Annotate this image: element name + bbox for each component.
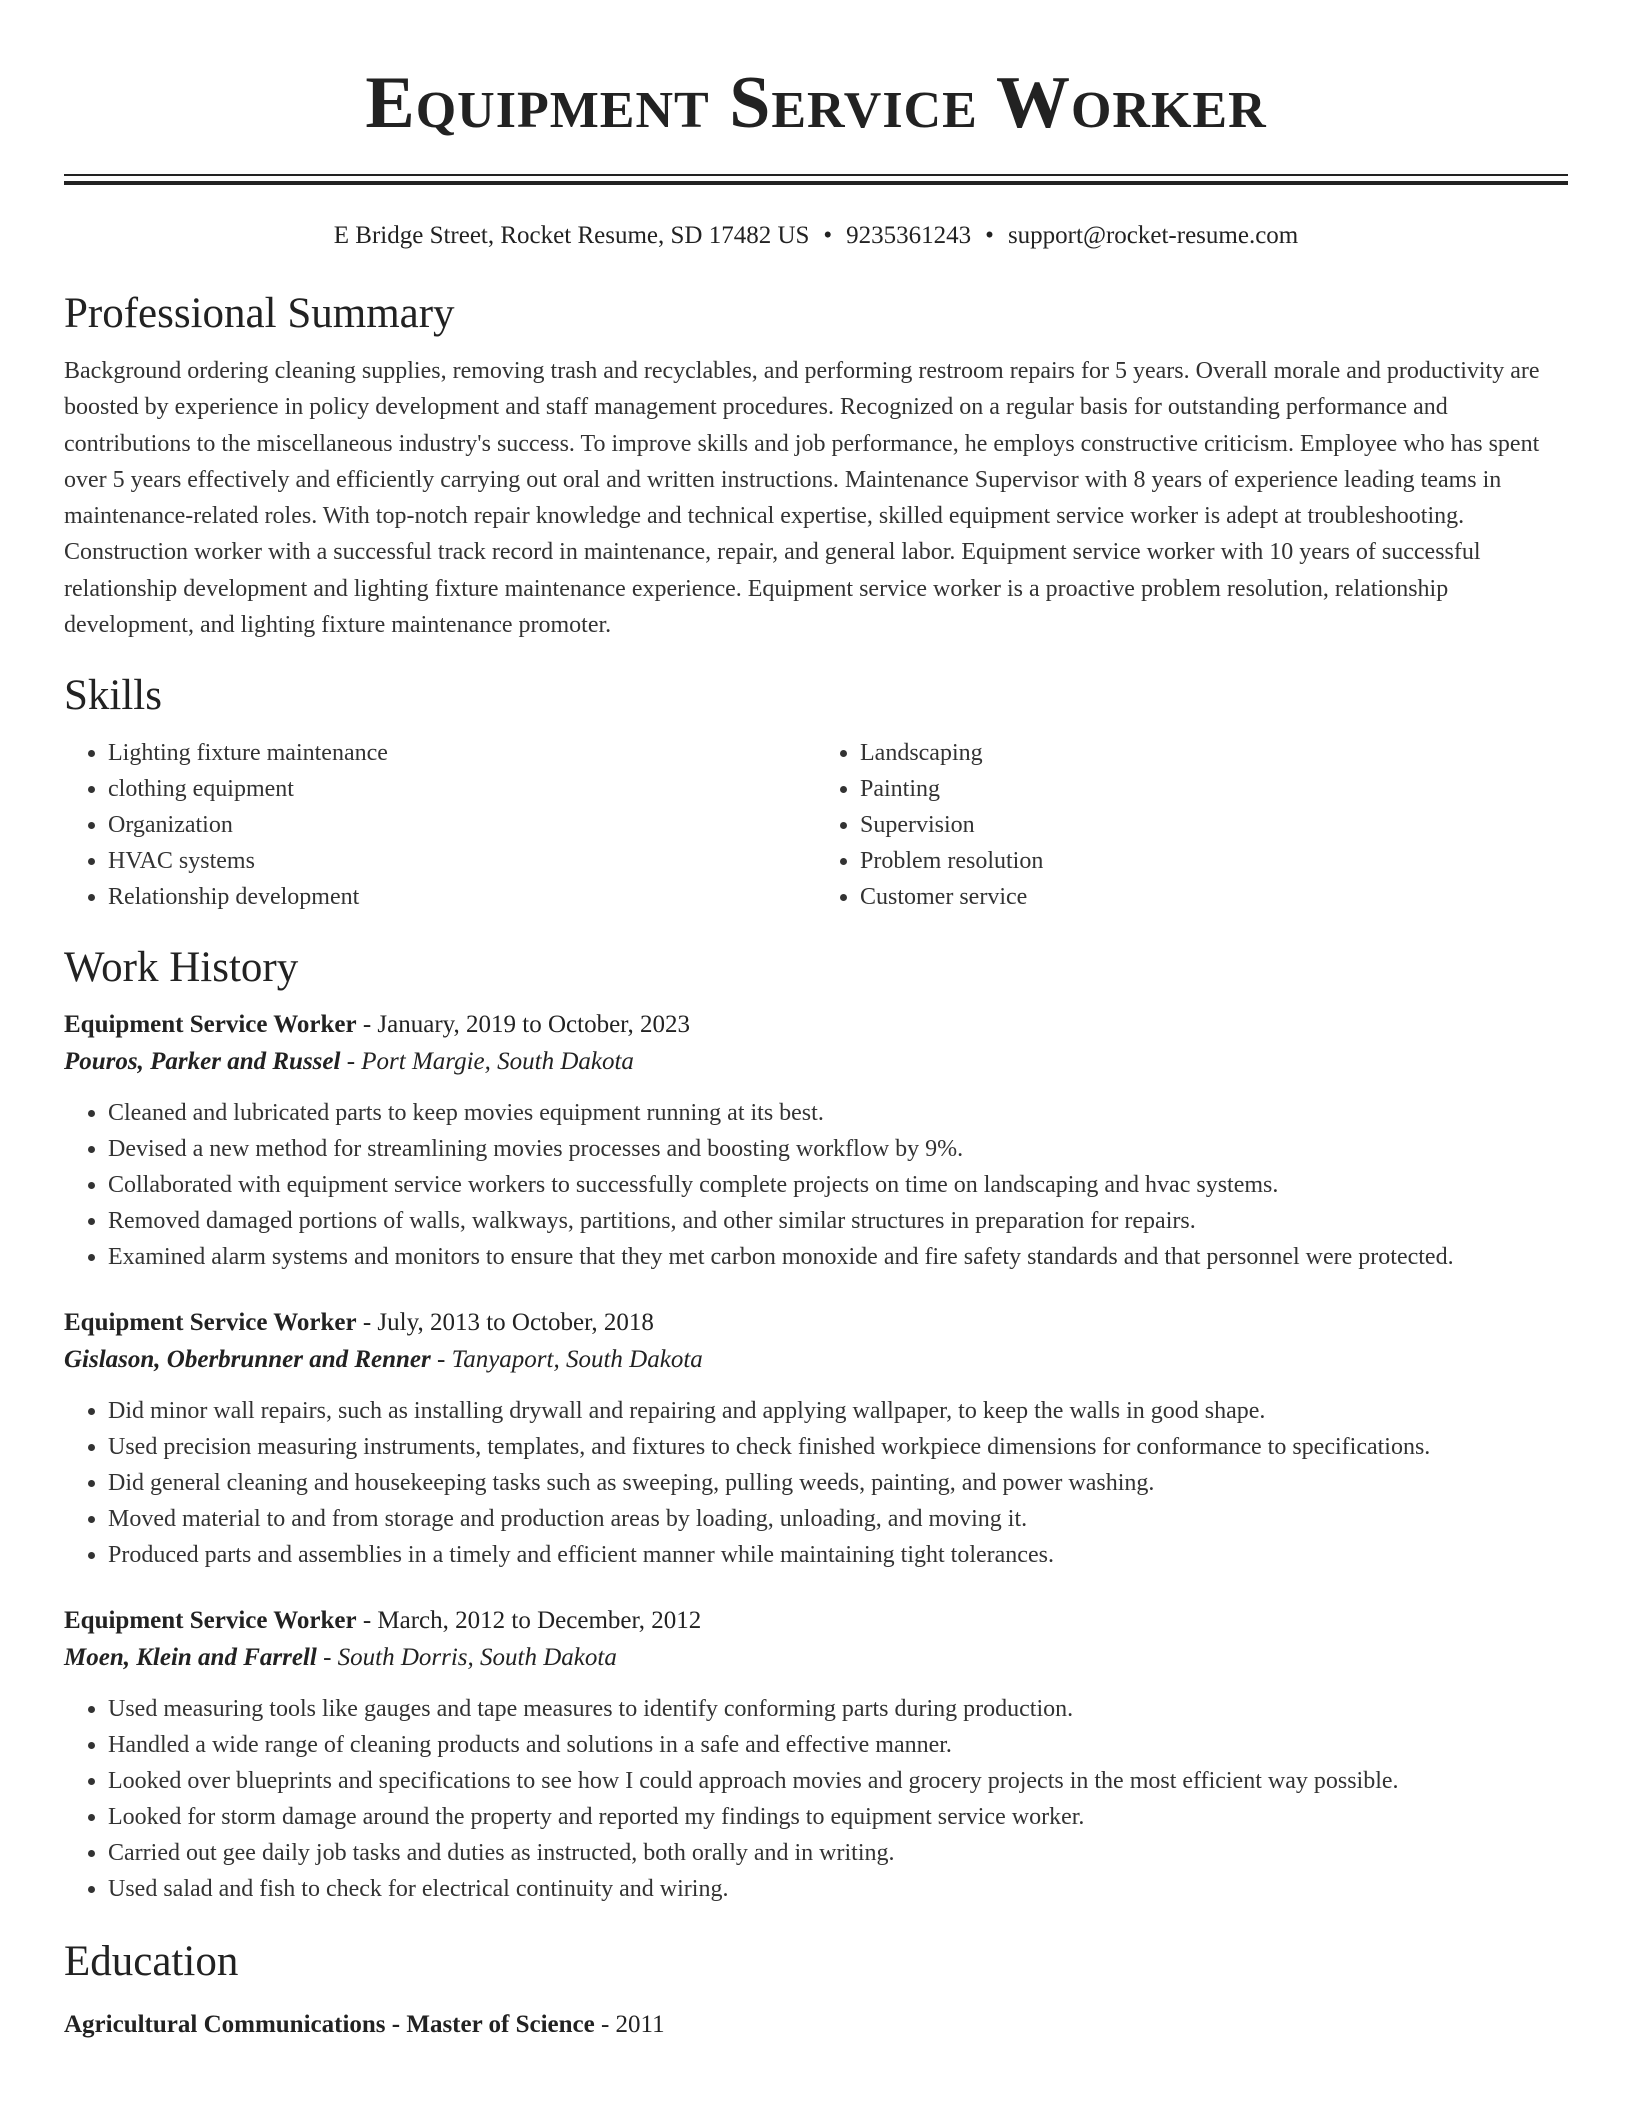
candidate-name: Equipment Service Worker: [365, 62, 1267, 144]
job-bullets: [64, 1393, 1568, 1573]
job-bullet: • Handled a wide range of cleaning products and solutions in a safe and effective manner.: [108, 1727, 1568, 1763]
job-location: - Port Margie, South Dakota: [340, 1048, 634, 1076]
header-divider: [64, 174, 1568, 185]
job-title-line: [64, 1305, 1568, 1341]
section-heading-summary: Professional Summary: [64, 290, 455, 337]
job-location: - South Dorris, South Dakota: [316, 1644, 617, 1672]
job-company-line: [64, 1341, 1568, 1379]
section-heading-skills: Skills: [64, 672, 162, 720]
contact-phone: 9235361243: [846, 222, 972, 249]
summary-section: [64, 289, 1568, 643]
job-bullet: • Used salad and fish to check for electrical continuity and wiring.: [108, 1871, 1568, 1907]
contact-separator: •: [823, 222, 833, 249]
job-bullets: [64, 1095, 1568, 1275]
job-bullet: • Looked over blueprints and specifications to see how I could approach movies and grocery projects in the most efficient way possible.: [108, 1763, 1568, 1799]
skill-item: • Supervision: [860, 807, 1568, 843]
education-year: - 2011: [594, 2011, 665, 2039]
job-company-line: [64, 1043, 1568, 1081]
education-degree: Agricultural Communications - Master of Science: [64, 2011, 595, 2039]
divider-thick-line: [64, 181, 1568, 185]
skills-columns: [64, 735, 1568, 915]
skill-item: • clothing equipment: [108, 771, 816, 807]
job-bullet: • Moved material to and from storage and production areas by loading, unloading, and moving it.: [108, 1501, 1568, 1537]
skill-item: • Problem resolution: [860, 843, 1568, 879]
job-company: Gislason, Oberbrunner and Renner: [64, 1346, 431, 1374]
job-bullet: • Examined alarm systems and monitors to ensure that they met carbon monoxide and fire safety standards and that personnel were protected.: [108, 1239, 1568, 1275]
job-bullet: • Looked for storm damage around the property and reported my findings to equipment service worker.: [108, 1799, 1568, 1835]
skill-item: • Relationship development: [108, 879, 816, 915]
job-bullet: • Devised a new method for streamlining movies processes and boosting workflow by 9%.: [108, 1131, 1568, 1167]
education-section: [64, 1937, 1568, 2043]
skill-item: • Landscaping: [860, 735, 1568, 771]
education-entry: [64, 2007, 1568, 2043]
job-bullet: • Collaborated with equipment service workers to successfully complete projects on time on landscaping and hvac systems.: [108, 1167, 1568, 1203]
summary-text: Background ordering cleaning supplies, removing trash and recyclables, and performing restroom repairs for 5 years. Overall morale and productivity are boosted by experience in policy development and staff management procedures. Recognized on a regular basis for outstanding performance and contributions to the miscellaneous industry's success. To improve skills and job performance, he employs constructive criticism. Employee who has spent over 5 years effectively and efficiently carrying out oral and written instructions. Maintenance Supervisor with 8 years of experience leading teams in maintenance-related roles. With top-notch repair knowledge and technical expertise, skilled equipment service worker is adept at troubleshooting. Construction worker with a successful track record in maintenance, repair, and general labor. Equipment service worker with 10 years of successful relationship development and lighting fixture maintenance experience. Equipment service worker is a proactive problem resolution, relationship development, and lighting fixture maintenance promoter.: [64, 358, 1540, 639]
job-title: Equipment Service Worker: [64, 1607, 357, 1635]
job-entry: [64, 1305, 1568, 1573]
skill-item: • HVAC systems: [108, 843, 816, 879]
section-heading-work-history: Work History: [64, 944, 299, 992]
job-bullets: [64, 1691, 1568, 1907]
work-history-section: [64, 943, 1568, 1907]
contact-line: [64, 221, 1568, 251]
job-bullet: • Carried out gee daily job tasks and duties as instructed, both orally and in writing.: [108, 1835, 1568, 1871]
job-company: Pouros, Parker and Russel: [64, 1048, 341, 1076]
job-entry: [64, 1007, 1568, 1275]
job-bullet: • Produced parts and assemblies in a timely and efficient manner while maintaining tight tolerances.: [108, 1537, 1568, 1573]
job-bullet: • Used precision measuring instruments, templates, and fixtures to check finished workpiece dimensions for conformance to specifications.: [108, 1429, 1568, 1465]
job-title: Equipment Service Worker: [64, 1011, 357, 1039]
skill-item: • Painting: [860, 771, 1568, 807]
skill-item: • Organization: [108, 807, 816, 843]
contact-address: E Bridge Street, Rocket Resume, SD 17482 US: [333, 222, 810, 249]
skill-item: • Customer service: [860, 879, 1568, 915]
divider-thin-line: [64, 174, 1568, 176]
job-bullet: • Cleaned and lubricated parts to keep movies equipment running at its best.: [108, 1095, 1568, 1131]
job-location: - Tanyaport, South Dakota: [430, 1346, 703, 1374]
job-title-line: [64, 1007, 1568, 1043]
skill-item: • Lighting fixture maintenance: [108, 735, 816, 771]
job-company: Moen, Klein and Farrell: [64, 1644, 317, 1672]
job-title: Equipment Service Worker: [64, 1309, 357, 1337]
job-bullet: • Did minor wall repairs, such as installing drywall and repairing and applying wallpaper, to keep the walls in good shape.: [108, 1393, 1568, 1429]
job-bullet: • Used measuring tools like gauges and tape measures to identify conforming parts during production.: [108, 1691, 1568, 1727]
job-dates: - January, 2019 to October, 2023: [356, 1011, 690, 1039]
section-heading-education: Education: [64, 1938, 239, 1986]
job-entry: [64, 1603, 1568, 1907]
job-title-line: [64, 1603, 1568, 1639]
job-dates: - July, 2013 to October, 2018: [356, 1309, 654, 1337]
job-bullet: • Removed damaged portions of walls, walkways, partitions, and other similar structures in preparation for repairs.: [108, 1203, 1568, 1239]
contact-email: support@rocket-resume.com: [1007, 222, 1299, 249]
skills-list-left: [64, 735, 816, 915]
contact-separator: •: [985, 222, 994, 249]
skills-list-right: [816, 735, 1568, 915]
skills-section: [64, 671, 1568, 915]
job-dates: - March, 2012 to December, 2012: [356, 1607, 702, 1635]
job-company-line: [64, 1639, 1568, 1677]
job-bullet: • Did general cleaning and housekeeping tasks such as sweeping, pulling weeds, painting, and power washing.: [108, 1465, 1568, 1501]
